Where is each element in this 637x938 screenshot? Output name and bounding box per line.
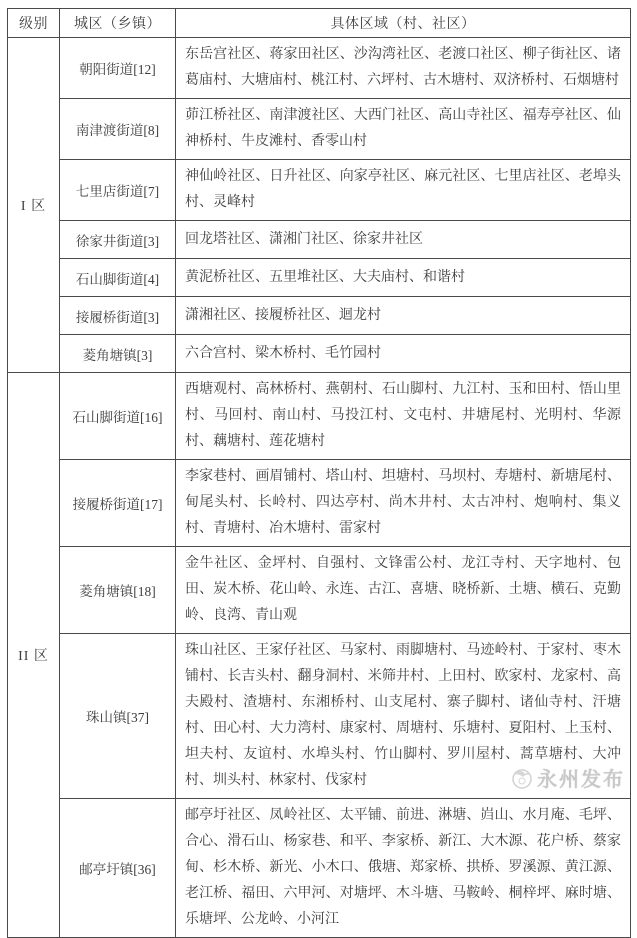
table-row — [8, 38, 631, 99]
town-cell: 徐家井街道[3] — [60, 221, 176, 259]
areas-cell: 珠山社区、王家仔社区、马家村、雨脚塘村、马迹岭村、于家村、枣木铺村、长吉头村、翻身洞村、米筛井村、上田村、欧家村、龙家村、高夫殿村、渣塘村、东湘桥村、山支尾村、寨子脚村、诸仙寺村、汗塘村、田心村、大力湾村、康家村、周塘村、乐塘村、夏阳村、上玉村、坦夫村、友谊村、水埠头村、竹山脚村、罗川屋村、蒿草塘村、大冲村、圳头村、林家村、伐家村 — [176, 634, 631, 799]
header-areas: 具体区域（村、社区） — [176, 9, 631, 38]
table-row — [8, 373, 631, 460]
watermark-label: 永州发布 — [537, 769, 625, 791]
areas-cell: 金牛社区、金坪村、自强村、文锋雷公村、龙江寺村、天字地村、包田、炭木桥、花山岭、永连、古江、喜塘、晓桥新、土塘、横石、克勤岭、良湾、青山观 — [176, 547, 631, 634]
areas-cell: 西塘观村、高林桥村、燕朝村、石山脚村、九江村、玉和田村、悟山里村、马回村、南山村、马投江村、文屯村、井塘尾村、光明村、华源村、藕塘村、莲花塘村 — [176, 373, 631, 460]
areas-cell: 黄泥桥社区、五里堆社区、大夫庙村、和谐村 — [176, 259, 631, 297]
areas-cell: 茆江桥社区、南津渡社区、大西门社区、高山寺社区、福寿亭社区、仙神桥村、牛皮滩村、香零山村 — [176, 99, 631, 160]
town-cell: 邮亭圩镇[36] — [60, 799, 176, 938]
areas-cell: 六合宫村、梁木桥村、毛竹园村 — [176, 335, 631, 373]
town-cell: 菱角塘镇[18] — [60, 547, 176, 634]
town-cell: 珠山镇[37] — [60, 634, 176, 799]
town-cell: 石山脚街道[16] — [60, 373, 176, 460]
district-table — [7, 8, 631, 938]
areas-cell: 邮亭圩社区、凤岭社区、太平铺、前进、淋塘、岿山、水月庵、毛坪、合心、滑石山、杨家巷、和平、李家桥、新江、大木源、花户桥、蔡家甸、杉木桥、新光、小木口、俄塘、郑家桥、拱桥、罗溪源、黄江源、老江桥、福田、六甲河、对塘坪、木斗塘、马鞍岭、桐梓坪、麻时塘、乐塘坪、公龙岭、小河江 — [176, 799, 631, 938]
town-cell: 接履桥街道[17] — [60, 460, 176, 547]
table-row — [8, 99, 631, 160]
table-row — [8, 335, 631, 373]
table-row — [8, 547, 631, 634]
areas-cell: 东岳宫社区、蒋家田社区、沙沟湾社区、老渡口社区、柳子街社区、诸葛庙村、大塘庙村、桃江村、六坪村、古木塘村、双济桥村、石烟塘村 — [176, 38, 631, 99]
areas-cell: 回龙塔社区、潇湘门社区、徐家井社区 — [176, 221, 631, 259]
areas-cell: 李家巷村、画眉铺村、塔山村、坦塘村、马坝村、寿塘村、新塘尾村、甸尾头村、长岭村、四达亭村、尚木井村、太古冲村、炮响村、集义村、青塘村、冶木塘村、雷家村 — [176, 460, 631, 547]
town-cell: 朝阳街道[12] — [60, 38, 176, 99]
level-cell-zone1: I 区 — [8, 38, 60, 373]
areas-cell: 神仙岭社区、日升社区、向家亭社区、麻元社区、七里店社区、老埠头村、灵峰村 — [176, 160, 631, 221]
table-row — [8, 634, 631, 799]
header-town: 城区（乡镇） — [60, 9, 176, 38]
table-row — [8, 297, 631, 335]
table-row — [8, 259, 631, 297]
areas-cell: 潇湘社区、接履桥社区、迴龙村 — [176, 297, 631, 335]
town-cell: 菱角塘镇[3] — [60, 335, 176, 373]
town-cell: 七里店街道[7] — [60, 160, 176, 221]
town-cell: 接履桥街道[3] — [60, 297, 176, 335]
table-row — [8, 799, 631, 938]
town-cell: 石山脚街道[4] — [60, 259, 176, 297]
header-level: 级别 — [8, 9, 60, 38]
header-row — [8, 9, 631, 38]
table-row — [8, 160, 631, 221]
table-row — [8, 221, 631, 259]
town-cell: 南津渡街道[8] — [60, 99, 176, 160]
level-cell-zone2: II 区 — [8, 373, 60, 938]
table-row — [8, 460, 631, 547]
